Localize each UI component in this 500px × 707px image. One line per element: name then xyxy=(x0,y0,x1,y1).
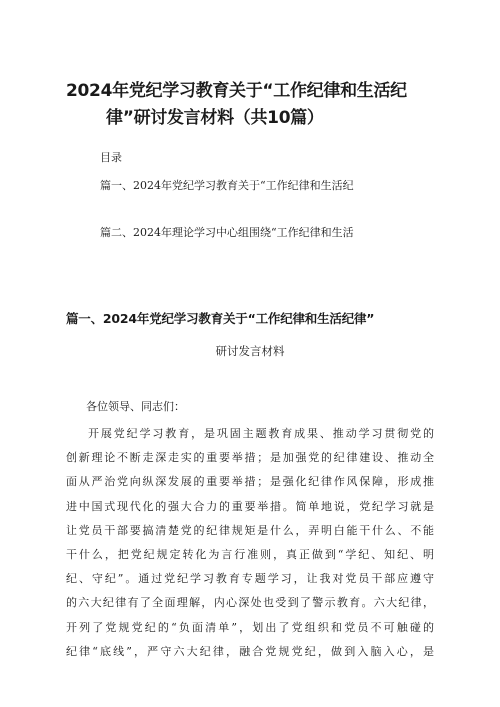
body-line: 创新理论不断走深走实的重要举措；是加强党的纪律建设、推动全 xyxy=(66,451,434,465)
body-line: 干什么，把党纪规定转化为言行准则，真正做到“学纪、知纪、明 xyxy=(66,548,434,562)
body-line: 让党员干部要搞清楚党的纪律规矩是什么，弄明白能干什么、不能 xyxy=(66,523,434,537)
section-title: 篇一、2024年党纪学习教育关于“工作纪律和生活纪律” xyxy=(66,311,375,326)
body-line: 开列了党规党纪的“负面清单”，划出了党组织和党员不可触碰的 xyxy=(66,620,434,634)
document-title-line-1: 2024年党纪学习教育关于“工作纪律和生活纪 xyxy=(66,81,407,101)
body-paragraph xyxy=(66,422,434,664)
toc-item-1[interactable]: 篇一、2024年党纪学习教育关于“工作纪律和生活纪 xyxy=(100,179,354,192)
section-subtitle: 研讨发言材料 xyxy=(215,344,285,358)
body-line: 纪、守纪”。通过党纪学习教育专题学习，让我对党员干部应遵守 xyxy=(66,572,434,586)
document-title-line-2: 律”研讨发言材料（共10篇） xyxy=(106,108,324,128)
document-title xyxy=(66,78,446,132)
body-line: 开展党纪学习教育，是巩固主题教育成果、推动学习贯彻党的 xyxy=(88,427,434,440)
body-line: 面从严治党向纵深发展的重要举措；是强化纪律作风保障，形成推 xyxy=(66,475,434,489)
salutation: 各位领导、同志们： xyxy=(86,400,185,413)
toc-item-2[interactable]: 篇二、2024年理论学习中心组围绕“工作纪律和生活 xyxy=(100,226,354,239)
body-line: 进中国式现代化的强大合力的重要举措。简单地说，党纪学习就是 xyxy=(66,499,434,513)
body-line: 的六大纪律有了全面理解，内心深处也受到了警示教育。六大纪律， xyxy=(66,596,434,610)
toc-heading: 目录 xyxy=(100,151,122,164)
body-line: 纪律“底线”，严守六大纪律，融合党规党纪，做到入脑入心，是 xyxy=(66,644,434,658)
